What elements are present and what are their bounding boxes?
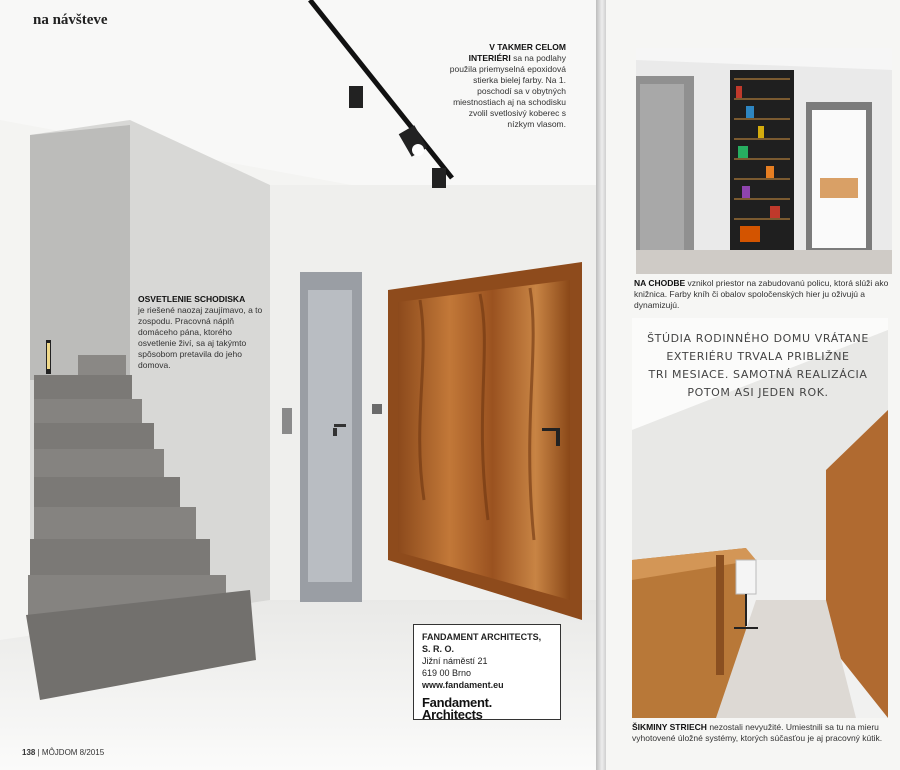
folio: 138 | MÔJDOM 8/2015: [22, 748, 105, 757]
architect-logo: [422, 697, 552, 721]
wall-text-line-3: TRI MESIACE. SAMOTNÁ REALIZÁCIA: [648, 368, 868, 381]
grey-door: [300, 272, 362, 602]
wooden-door: [388, 262, 582, 620]
caption-floors-heading: V TAKMER CELOM INTERIÉRI: [468, 42, 566, 63]
architect-name: FANDAMENT ARCHITECTS, S. R. O.: [422, 632, 542, 654]
caption-attic-heading: ŠIKMINY STRIECH: [632, 722, 707, 732]
caption-stairs-body: je riešené naozaj zaujímavo, a to zospodu. Pracovná náplň domáceho pána, ktorého osvetlenie živí, sa aj takýmto spôsobom pretavila do jeho domova.: [138, 305, 263, 370]
architect-city: 619 00 Brno: [422, 668, 472, 678]
caption-attic-body: nezostali nevyužité. Umiestnili sa tu na mieru vyhotovené úložné systémy, ktorých súčasťou je aj pracovný kútik.: [632, 722, 883, 743]
architect-website-link[interactable]: www.fandament.eu: [422, 680, 504, 690]
caption-floors-body: sa na podlahy použila priemyselná epoxidová stierka bielej farby. Na 1. poschodí sa v obytných miestnostiach aj na schodisku zvolil svetlosivý koberec s nízkym vlasom.: [449, 53, 566, 129]
architect-street: Jižní náměstí 21: [422, 656, 488, 666]
architect-info-box: [413, 624, 561, 720]
logo-line-2: Architects: [422, 707, 483, 722]
magazine-issue: MÔJDOM 8/2015: [41, 748, 105, 757]
caption-corridor: [634, 278, 896, 311]
wall-text-line-2: EXTERIÉRU TRVALA PRIBLIŽNE: [666, 350, 850, 363]
caption-stairs-heading: OSVETLENIE SCHODISKA: [138, 294, 246, 304]
wall-text-line-4: POTOM ASI JEDEN ROK.: [687, 386, 829, 399]
wall-lettering: [640, 330, 876, 402]
caption-corridor-body: vznikol priestor na zabudovanú policu, ktorá slúži ako knižnica. Farby kníh či obalov spoločenských hier ju oživujú a dynamizujú.: [634, 278, 889, 310]
gutter: [596, 0, 606, 770]
caption-corridor-heading: NA CHODBE: [634, 278, 686, 288]
caption-attic: [632, 722, 894, 744]
caption-floors: [448, 42, 566, 130]
wall-text-line-1: ŠTÚDIA RODINNÉHO DOMU VRÁTANE: [647, 332, 869, 345]
right-page: [606, 0, 900, 770]
caption-stairs: [138, 294, 266, 371]
section-label: na návšteve: [33, 12, 108, 28]
corridor-photo: [636, 48, 892, 274]
logo-line-1: Fandament.: [422, 695, 492, 710]
page-number: 138: [22, 748, 36, 757]
